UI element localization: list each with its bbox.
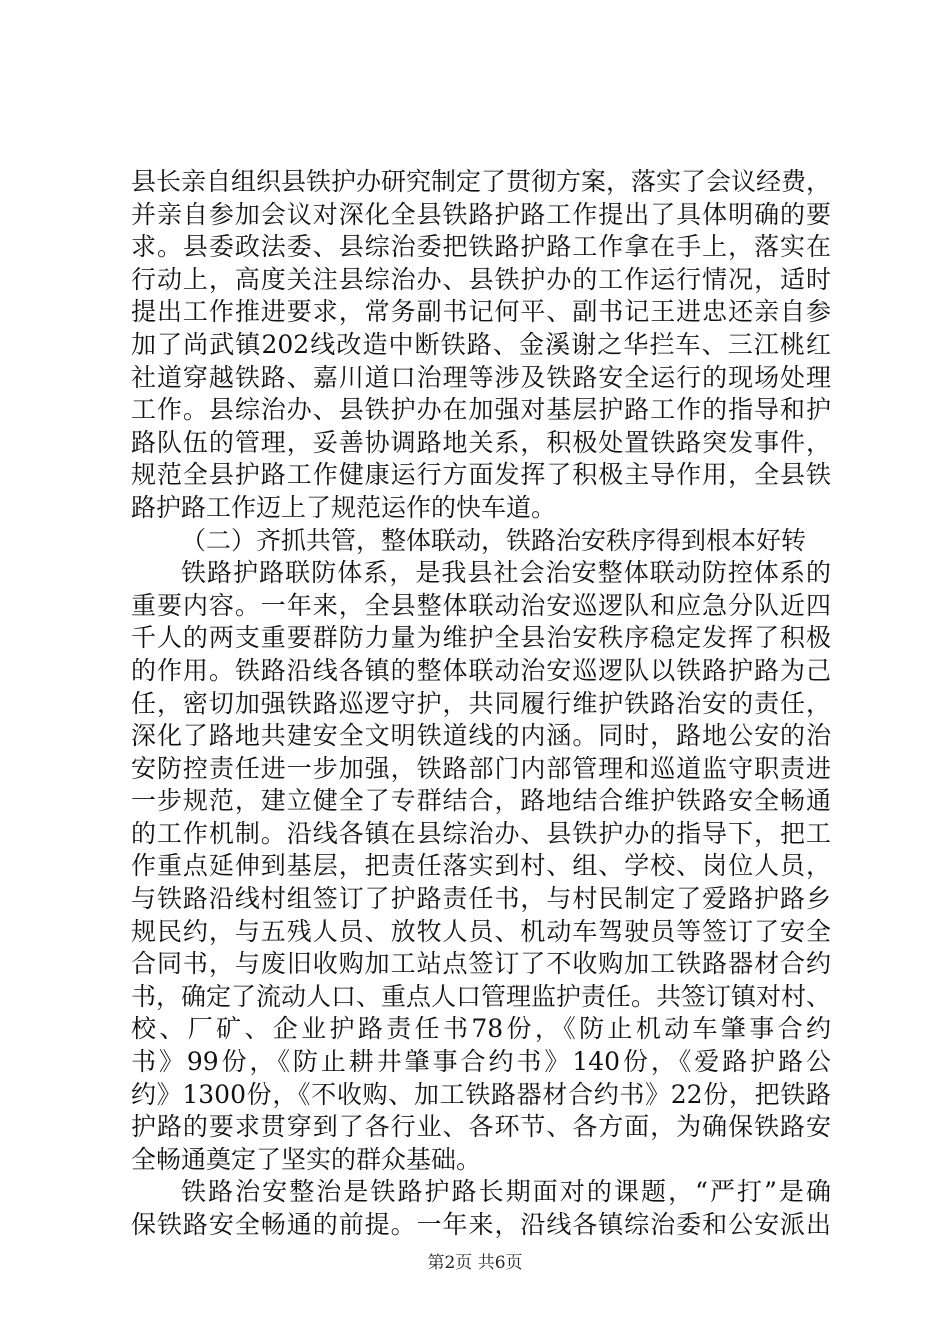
text-line: 与铁路沿线村组签订了护路责任书，与村民制定了爱路护路乡 [131, 884, 831, 914]
text-line: 铁路护路联防体系，是我县社会治安整体联动防控体系的 [181, 558, 831, 588]
text-line: 路护路工作迈上了规范运作的快车道。 [131, 492, 557, 522]
text-line: 社道穿越铁路、嘉川道口治理等涉及铁路安全运行的现场处理 [131, 362, 831, 392]
text-line: 保铁路安全畅通的前提。一年来，沿线各镇综治委和公安派出 [131, 1210, 831, 1239]
body-text [131, 166, 831, 1242]
text-line: 任，密切加强铁路巡逻守护，共同履行维护铁路治安的责任， [131, 688, 831, 718]
text-line: 合同书，与废旧收购加工站点签订了不收购加工铁路器材合约 [131, 949, 831, 979]
text-line: 重要内容。一年来，全县整体联动治安巡逻队和应急分队近四 [131, 590, 831, 620]
text-line: 约》1300份，《不收购、加工铁路器材合约书》22份，把铁路 [131, 1079, 831, 1109]
text-line: 书，确定了流动人口、重点人口管理监护责任。共签订镇对村、 [131, 981, 831, 1011]
text-line: 作重点延伸到基层，把责任落实到村、组、学校、岗位人员， [131, 851, 831, 881]
page-footer: 第2页 共6页 [427, 1253, 523, 1273]
text-line: 路队伍的管理，妥善协调路地关系，积极处置铁路突发事件， [131, 427, 831, 457]
text-line: 护路的要求贯穿到了各行业、各环节、各方面，为确保铁路安 [131, 1112, 831, 1142]
section-heading: （二）齐抓共管，整体联动，铁路治安秩序得到根本好转 [181, 525, 807, 555]
text-line: 安防控责任进一步加强，铁路部门内部管理和巡道监守职责进 [131, 753, 831, 783]
text-line: 行动上，高度关注县综治办、县铁护办的工作运行情况，适时 [131, 264, 831, 294]
text-line: 提出工作推进要求，常务副书记何平、副书记王进忠还亲自参 [131, 297, 831, 327]
text-line: 工作。县综治办、县铁护办在加强对基层护路工作的指导和护 [131, 395, 831, 425]
text-line: 规范全县护路工作健康运行方面发挥了积极主导作用，全县铁 [131, 460, 831, 490]
text-line: 铁路治安整治是铁路护路长期面对的课题，“严打”是确 [181, 1177, 831, 1207]
text-line: 一步规范，建立健全了专群结合，路地结合维护铁路安全畅通 [131, 786, 831, 816]
text-line: 书》99份，《防止耕井肇事合约书》140份，《爱路护路公 [131, 1047, 831, 1077]
text-line: 规民约，与五残人员、放牧人员、机动车驾驶员等签订了安全 [131, 916, 831, 946]
text-line: 的工作机制。沿线各镇在县综治办、县铁护办的指导下，把工 [131, 818, 831, 848]
text-line: 并亲自参加会议对深化全县铁路护路工作提出了具体明确的要 [131, 199, 831, 229]
text-line: 加了尚武镇202线改造中断铁路、金溪谢之华拦车、三江桃红 [131, 329, 831, 359]
text-line: 全畅通奠定了坚实的群众基础。 [131, 1144, 482, 1174]
text-line: 的作用。铁路沿线各镇的整体联动治安巡逻队以铁路护路为己 [131, 655, 831, 685]
text-line: 县长亲自组织县铁护办研究制定了贯彻方案，落实了会议经费， [131, 167, 831, 196]
text-line: 求。县委政法委、县综治委把铁路护路工作拿在手上，落实在 [131, 232, 831, 262]
text-line: 千人的两支重要群防力量为维护全县治安秩序稳定发挥了积极 [131, 623, 831, 653]
text-line: 校、厂矿、企业护路责任书78份，《防止机动车肇事合约 [131, 1014, 831, 1044]
text-line: 深化了路地共建安全文明铁道线的内涵。同时，路地公安的治 [131, 721, 831, 751]
